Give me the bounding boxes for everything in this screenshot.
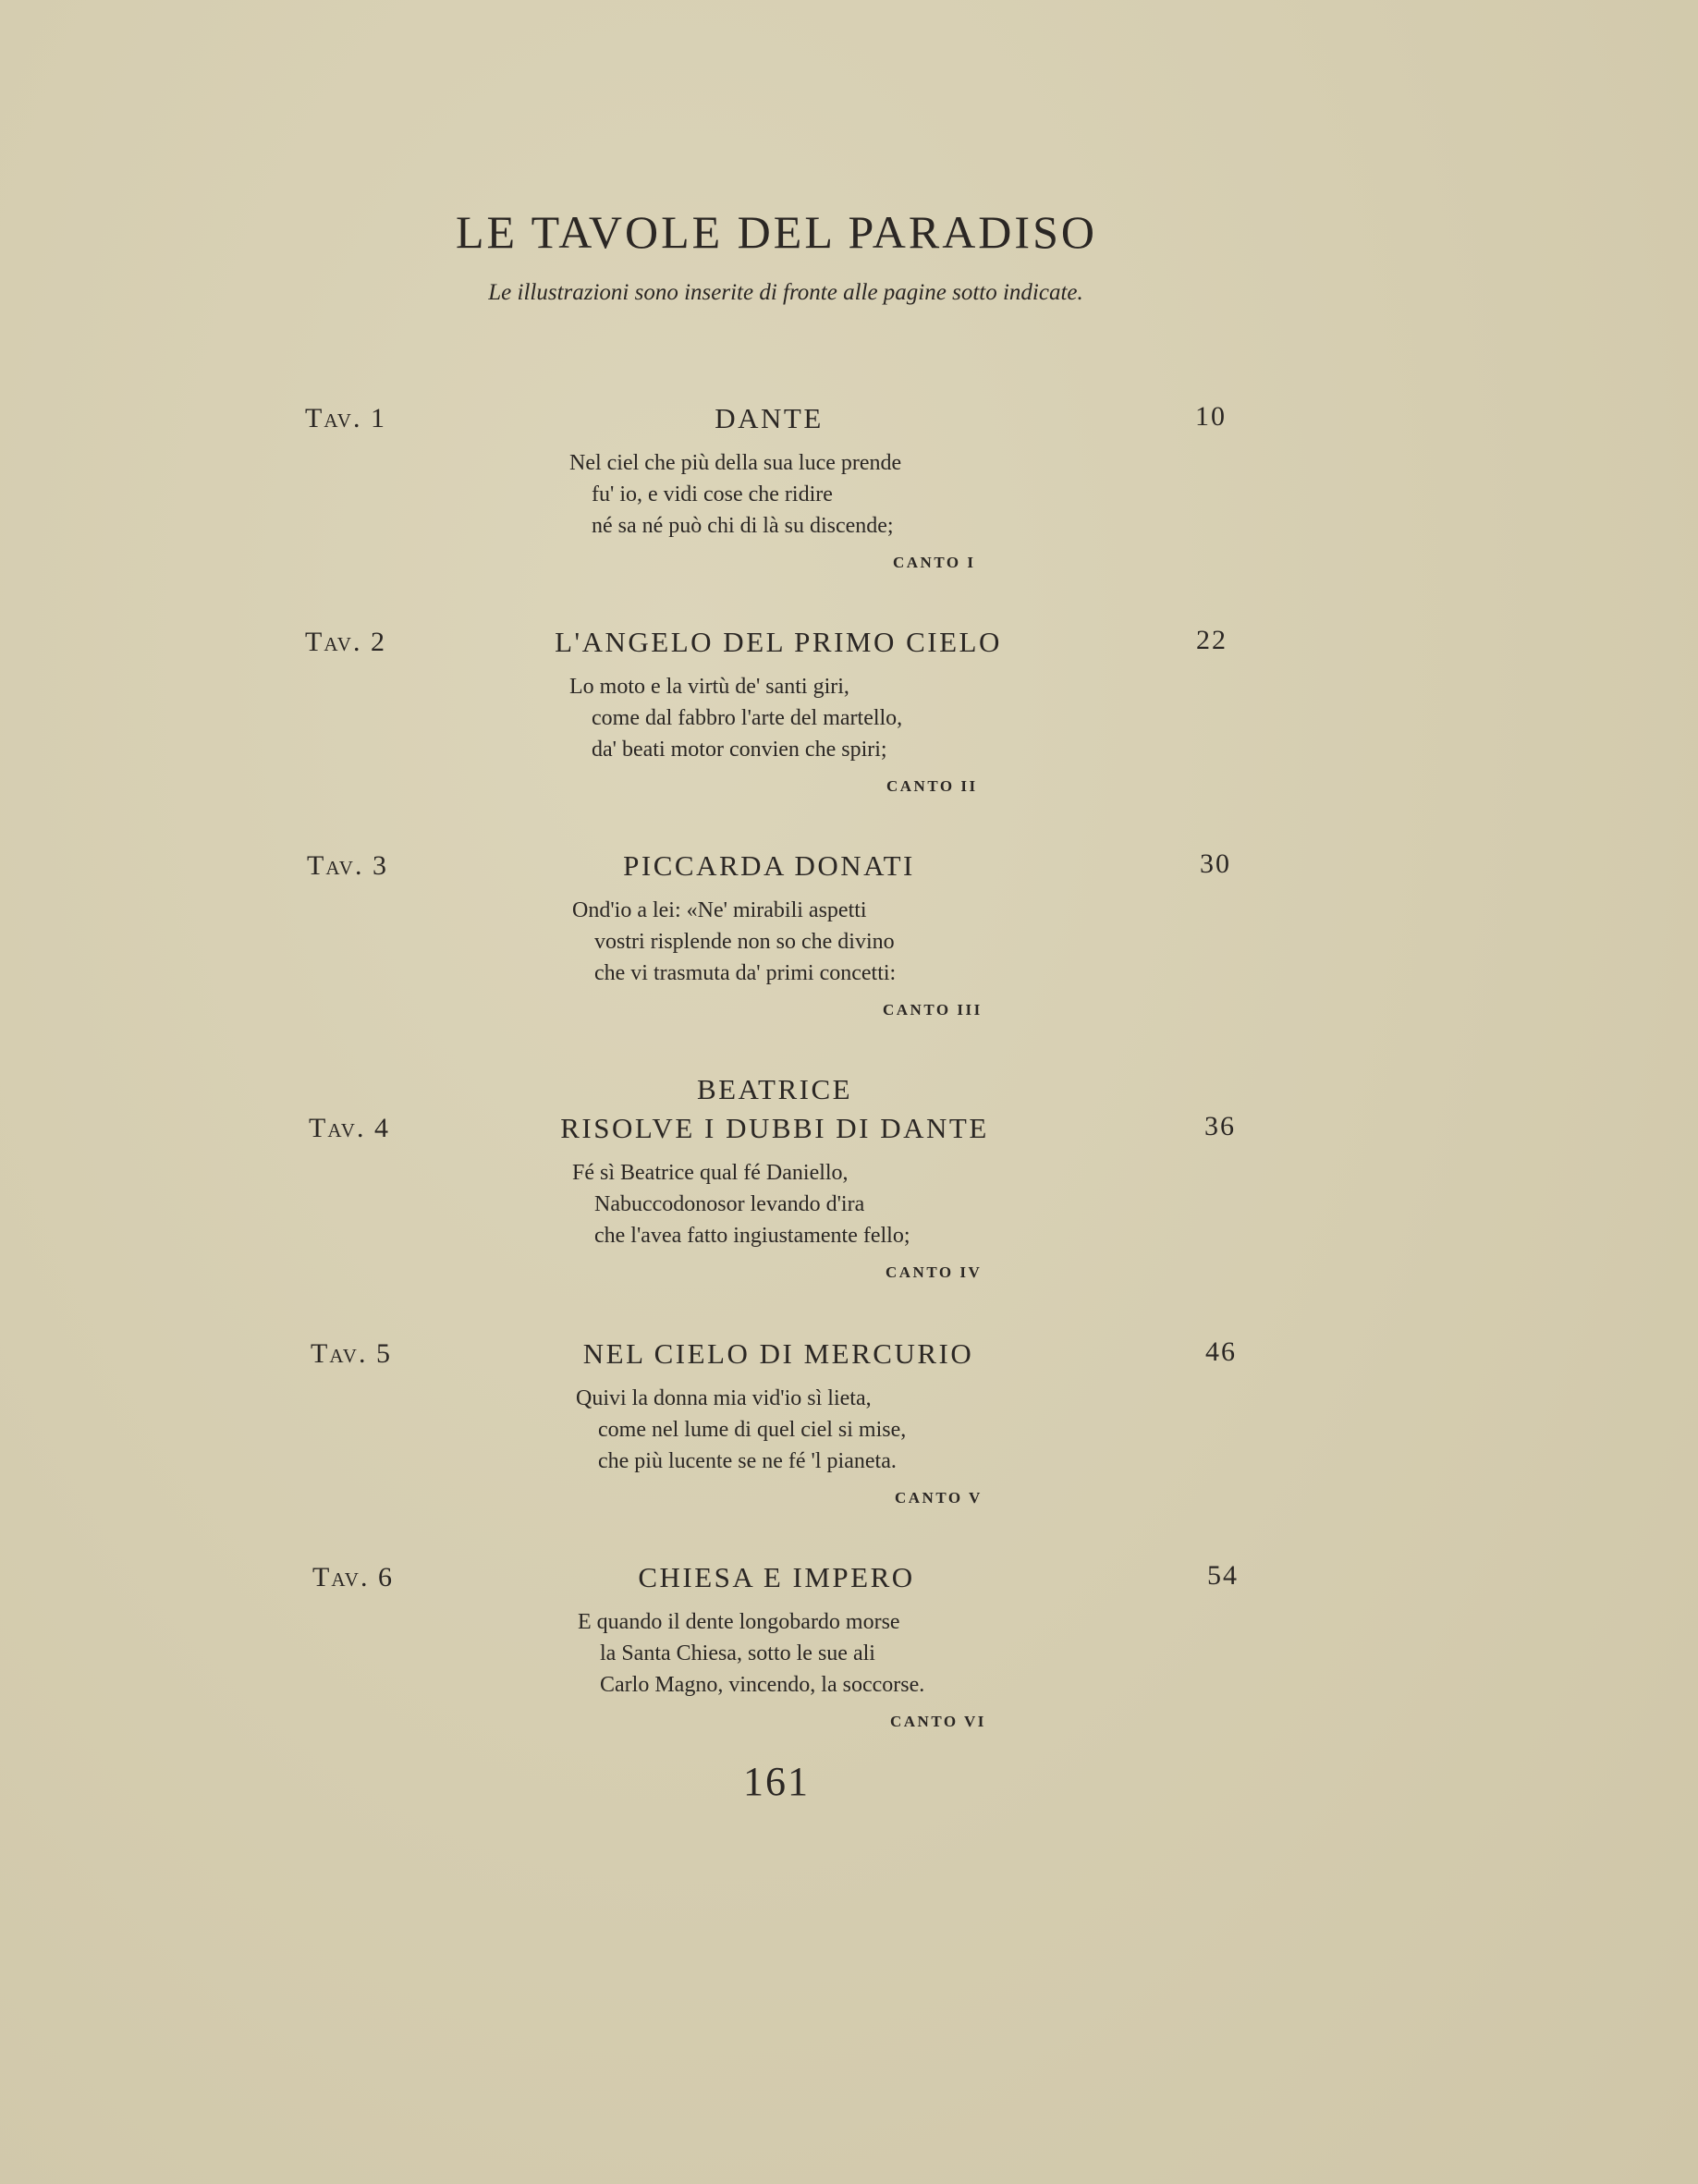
plate-heading-line: DANTE bbox=[715, 402, 824, 434]
page-reference: 10 bbox=[1195, 401, 1227, 432]
plate-index: 1 bbox=[370, 403, 386, 433]
plate-heading bbox=[362, 623, 1194, 662]
verse-line: come dal fabbro l'arte del martello, bbox=[592, 706, 903, 730]
plate-heading bbox=[362, 1335, 1194, 1373]
verse-line: come nel lume di quel ciel si mise, bbox=[598, 1418, 907, 1442]
verse-line: E quando il dente longobardo morse bbox=[578, 1610, 900, 1634]
plate-index: 2 bbox=[370, 627, 386, 657]
verse-line: Ond'io a lei: «Ne' mirabili aspetti bbox=[572, 898, 867, 922]
page-reference: 22 bbox=[1196, 625, 1228, 655]
verse-line: da' beati motor convien che spiri; bbox=[592, 738, 887, 762]
plate-index: 3 bbox=[372, 850, 388, 881]
verse-quote bbox=[569, 671, 902, 765]
verse-quote bbox=[578, 1606, 924, 1701]
plate-label: Tav. bbox=[305, 627, 362, 657]
verse-line: Lo moto e la virtù de' santi giri, bbox=[569, 675, 849, 699]
plate-label: Tav. bbox=[309, 1113, 366, 1143]
plate-heading-line: L'ANGELO DEL PRIMO CIELO bbox=[555, 626, 1002, 658]
canto-reference: CANTO III bbox=[883, 1001, 983, 1019]
plate-heading-line: RISOLVE I DUBBI DI DANTE bbox=[560, 1112, 989, 1144]
plate-heading bbox=[360, 1558, 1192, 1597]
verse-line: che l'avea fatto ingiustamente fello; bbox=[594, 1224, 910, 1248]
verse-quote bbox=[576, 1383, 906, 1477]
plate-index: 6 bbox=[377, 1562, 394, 1592]
page-title: LE TAVOLE DEL PARADISO bbox=[456, 206, 1097, 258]
page-reference: 46 bbox=[1205, 1336, 1237, 1367]
plate-heading bbox=[359, 1070, 1191, 1148]
plate-label: Tav. bbox=[307, 850, 364, 881]
verse-quote bbox=[572, 895, 896, 989]
canto-reference: CANTO V bbox=[895, 1489, 983, 1507]
canto-reference: CANTO VI bbox=[890, 1713, 986, 1730]
verse-line: fu' io, e vidi cose che ridire bbox=[592, 482, 833, 506]
page-reference: 30 bbox=[1200, 848, 1231, 879]
canto-reference: CANTO I bbox=[893, 554, 976, 571]
plate-index: 4 bbox=[373, 1113, 390, 1143]
folio-number: 161 bbox=[743, 1759, 810, 1804]
plate-label: Tav. bbox=[311, 1338, 368, 1369]
verse-line: Nabuccodonosor levando d'ira bbox=[594, 1192, 865, 1216]
plate-heading bbox=[353, 399, 1185, 438]
verse-line: la Santa Chiesa, sotto le sue ali bbox=[600, 1641, 875, 1665]
canto-reference: CANTO IV bbox=[886, 1263, 983, 1281]
verse-line: Fé sì Beatrice qual fé Daniello, bbox=[572, 1161, 849, 1185]
plate-heading-line: CHIESA E IMPERO bbox=[638, 1561, 915, 1593]
plate-label: Tav. bbox=[312, 1562, 370, 1592]
verse-quote bbox=[569, 447, 901, 542]
verse-line: né sa né può chi di là su discende; bbox=[592, 514, 894, 538]
plate-heading bbox=[353, 847, 1185, 885]
verse-line: che più lucente se ne fé 'l pianeta. bbox=[598, 1449, 897, 1473]
page-subtitle: Le illustrazioni sono inserite di fronte alle pagine sotto indicate. bbox=[488, 280, 1083, 305]
verse-line: Quivi la donna mia vid'io sì lieta, bbox=[576, 1386, 872, 1410]
canto-reference: CANTO II bbox=[886, 777, 978, 795]
verse-quote bbox=[572, 1157, 910, 1251]
plate-index: 5 bbox=[375, 1338, 392, 1369]
verse-line: che vi trasmuta da' primi concetti: bbox=[594, 961, 897, 985]
verse-line: vostri risplende non so che divino bbox=[594, 930, 895, 954]
plate-heading-line: NEL CIELO DI MERCURIO bbox=[582, 1337, 974, 1370]
page-reference: 36 bbox=[1204, 1111, 1236, 1141]
verse-line: Carlo Magno, vincendo, la soccorse. bbox=[600, 1673, 925, 1697]
plate-heading-line: BEATRICE bbox=[696, 1073, 853, 1105]
plate-label: Tav. bbox=[305, 403, 362, 433]
verse-line: Nel ciel che più della sua luce prende bbox=[569, 451, 902, 475]
page-reference: 54 bbox=[1207, 1560, 1239, 1591]
plate-heading-line: PICCARDA DONATI bbox=[623, 849, 915, 882]
